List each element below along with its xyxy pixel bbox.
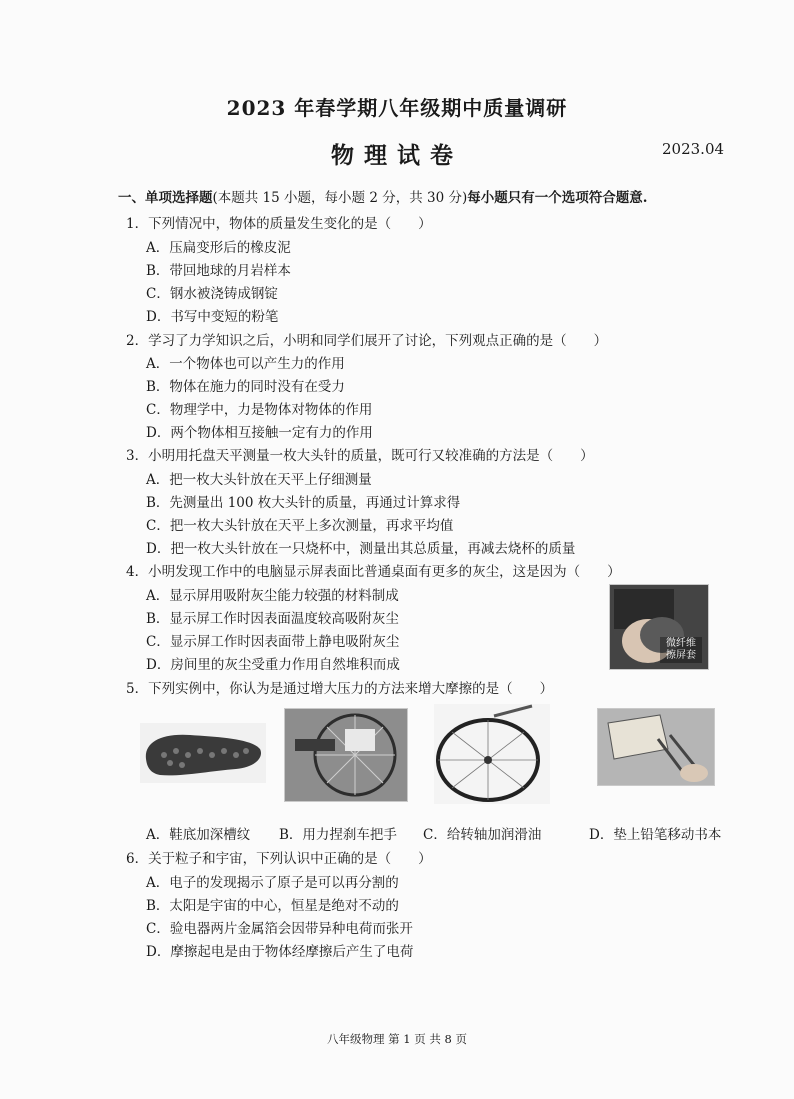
q4-option-d: D．房间里的灰尘受重力作用自然堆积而成 xyxy=(146,657,400,673)
book-pencil-photo xyxy=(597,708,715,786)
q1-option-d: D．书写中变短的粉笔 xyxy=(146,309,279,325)
q6-option-a: A．电子的发现揭示了原子是可以再分割的 xyxy=(146,875,399,891)
section-title: 一、单项选择题 xyxy=(118,190,213,206)
q5-option-b: B．用力捏刹车把手 xyxy=(279,827,397,843)
wheel-axle-photo xyxy=(434,704,550,804)
q5-option-d: D．垫上铅笔移动书本 xyxy=(589,827,722,843)
book-pencil-graphic xyxy=(598,709,714,785)
q3-option-d: D．把一枚大头针放在一只烧杯中，测量出其总质量，再减去烧杯的质量 xyxy=(146,541,576,557)
q3-option-c: C．把一枚大头针放在天平上多次测量，再求平均值 xyxy=(146,518,454,534)
wheel-axle-graphic xyxy=(434,704,550,804)
q5-option-c: C．给转轴加润滑油 xyxy=(423,827,542,843)
exam-date: 2023.04 xyxy=(662,140,725,158)
section-heading xyxy=(118,186,647,206)
exam-subtitle: 物理试卷 xyxy=(331,142,463,169)
q1-option-b: B．带回地球的月岩样本 xyxy=(146,263,291,279)
q2-option-d: D．两个物体相互接触一定有力的作用 xyxy=(146,425,373,441)
question-3-stem: 3．小明用托盘天平测量一枚大头针的质量，既可行又较准确的方法是（ ） xyxy=(126,448,594,464)
bicycle-brake-photo xyxy=(284,708,408,802)
q2-option-b: B．物体在施力的同时没有在受力 xyxy=(146,379,345,395)
shoe-sole-photo xyxy=(140,723,266,783)
q6-option-b: B．太阳是宇宙的中心，恒星是绝对不动的 xyxy=(146,898,399,914)
q6-option-c: C．验电器两片金属箔会因带异种电荷而张开 xyxy=(146,921,413,937)
q4-option-b: B．显示屏工作时因表面温度较高吸附灰尘 xyxy=(146,611,399,627)
section-note: (本题共 15 小题，每小题 2 分，共 30 分) xyxy=(212,190,468,206)
q2-option-c: C．物理学中，力是物体对物体的作用 xyxy=(146,402,373,418)
question-2-stem: 2．学习了力学知识之后，小明和同学们展开了讨论，下列观点正确的是（ ） xyxy=(126,333,608,349)
exam-title: 2023 年春学期八年级期中质量调研 xyxy=(226,96,568,120)
page-footer: 八年级物理 第 1 页 共 8 页 xyxy=(326,1032,468,1046)
bicycle-brake-graphic xyxy=(285,709,407,801)
question-1-stem: 1．下列情况中，物体的质量发生变化的是（ ） xyxy=(126,216,432,232)
q2-option-a: A．一个物体也可以产生力的作用 xyxy=(146,356,345,372)
q4-option-a: A．显示屏用吸附灰尘能力较强的材料制成 xyxy=(146,588,399,604)
q5-option-a: A．鞋底加深槽纹 xyxy=(146,827,251,843)
shoe-sole-graphic xyxy=(140,723,266,783)
section-rule: 每小题只有一个选项符合题意. xyxy=(467,190,648,206)
q3-option-a: A．把一枚大头针放在天平上仔细测量 xyxy=(146,472,372,488)
question-5-stem: 5．下列实例中，你认为是通过增大压力的方法来增大摩擦的是（ ） xyxy=(126,681,554,697)
question-4-stem: 4．小明发现工作中的电脑显示屏表面比普通桌面有更多的灰尘，这是因为（ ） xyxy=(126,564,621,580)
question-6-stem: 6．关于粒子和宇宙，下列认识中正确的是（ ） xyxy=(126,851,432,867)
screen-wipe-label: 微纤维擦屏套 xyxy=(660,637,702,663)
q3-option-b: B．先测量出 100 枚大头针的质量，再通过计算求得 xyxy=(146,495,461,511)
screen-wipe-photo xyxy=(609,584,709,670)
q6-option-d: D．摩擦起电是由于物体经摩擦后产生了电荷 xyxy=(146,944,414,960)
q4-option-c: C．显示屏工作时因表面带上静电吸附灰尘 xyxy=(146,634,400,650)
q1-option-a: A．压扁变形后的橡皮泥 xyxy=(146,240,291,256)
q1-option-c: C．钢水被浇铸成钢锭 xyxy=(146,286,278,302)
